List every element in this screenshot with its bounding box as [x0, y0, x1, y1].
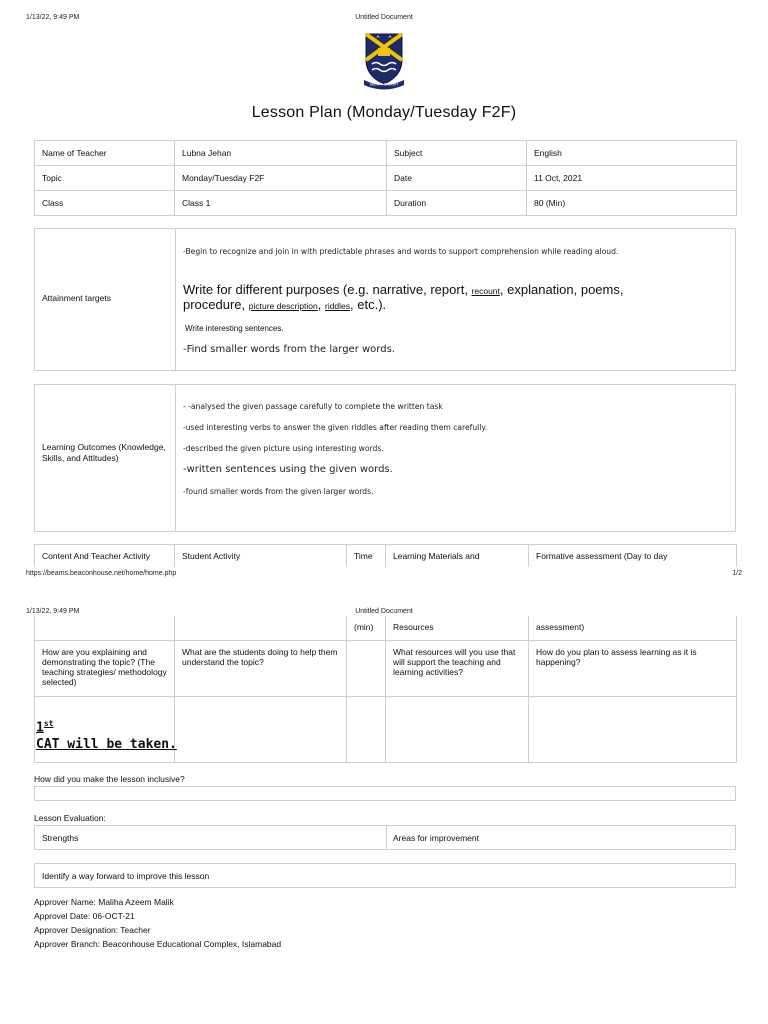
column-divider: [175, 229, 176, 370]
learning-outcomes-box: [34, 384, 736, 532]
evaluation-box: [34, 825, 736, 850]
outcome-item: -found smaller words from the given larger words.: [183, 487, 374, 496]
lesson-plan-title: Lesson Plan (Monday/Tuesday F2F): [251, 104, 517, 121]
info-label: Date: [387, 166, 527, 191]
way-forward-box: [34, 863, 736, 888]
question-teaching-strategy: How are you explaining and demonstrating the topic? (The teaching strategies/ methodology selected): [35, 640, 175, 696]
document-title-header: Untitled Document: [355, 14, 413, 21]
page-number-footer: 1/2: [732, 570, 742, 577]
activity-col-materials: Learning Materials and: [386, 545, 529, 567]
attainment-targets-box: [34, 228, 736, 371]
question-resources: What resources will you use that will support the teaching and learning activities?: [386, 640, 529, 696]
approver-designation: Approver Designation: Teacher: [34, 925, 151, 935]
learning-outcomes-label: Learning Outcomes (Knowledge, Skills, and Attitudes): [42, 442, 166, 463]
strengths-label: Strengths: [42, 833, 79, 843]
approver-name: Approver Name: Maliha Azeem Malik: [34, 897, 174, 907]
outcome-item: - -analysed the given passage carefully to complete the written task: [183, 402, 443, 411]
outcome-item: -described the given picture using interesting words.: [183, 444, 384, 453]
print-date-header: 1/13/22, 9:49 PM: [26, 14, 80, 21]
info-label: Subject: [387, 141, 527, 166]
info-value: Class 1: [175, 191, 387, 216]
attainment-line-5: -Find smaller words from the larger words.: [183, 344, 395, 355]
empty-cell: [529, 696, 737, 762]
print-date-header: 1/13/22, 9:49 PM: [26, 608, 80, 615]
activity-col-student: Student Activity: [175, 545, 347, 567]
activity-col-time-unit: (min): [347, 616, 386, 640]
info-value: English: [527, 141, 737, 166]
attainment-line-3: procedure, picture description, riddles, etc.).: [183, 297, 387, 312]
info-value: Monday/Tuesday F2F: [175, 166, 387, 191]
attainment-line-1: -Begin to recognize and join in with predictable phrases and words to support comprehension while reading aloud.: [183, 247, 619, 256]
empty-cell: [347, 696, 386, 762]
outcome-item: -written sentences using the given words.: [183, 464, 393, 475]
attainment-line-4: Write interesting sentences.: [185, 324, 284, 333]
info-row-teacher: [35, 141, 737, 166]
activity-col-content: Content And Teacher Activity: [35, 545, 175, 567]
school-crest-logo: [362, 30, 406, 90]
picture-description-text: picture description: [248, 301, 318, 311]
info-label: Duration: [387, 191, 527, 216]
outcome-item: -used interesting verbs to answer the given riddles after reading them carefully.: [183, 423, 488, 432]
column-divider: [175, 385, 176, 531]
empty-cell: [175, 616, 347, 640]
page-url-footer[interactable]: https://beams.beaconhouse.net/home/home.php: [26, 570, 177, 577]
empty-cell: [175, 696, 347, 762]
activity-questions-row: [35, 640, 737, 696]
question-assessment: How do you plan to assess learning as it is happening?: [529, 640, 737, 696]
inclusive-answer-box: [34, 786, 736, 801]
activity-col-assessment: Formative assessment (Day to day: [529, 545, 737, 567]
approver-date: Approvel Date: 06-OCT-21: [34, 911, 135, 921]
activity-col-assessment-cont: assessment): [529, 616, 737, 640]
info-label: Class: [35, 191, 175, 216]
riddles-text: riddles: [324, 301, 351, 311]
recount-link-text: recount: [471, 286, 500, 296]
document-title-header: Untitled Document: [355, 608, 413, 615]
info-value: 80 (Min): [527, 191, 737, 216]
info-label: Topic: [35, 166, 175, 191]
activity-col-resources: Resources: [386, 616, 529, 640]
question-student-activity: What are the students doing to help them understand the topic?: [175, 640, 347, 696]
info-row-topic: [35, 166, 737, 191]
approver-branch: Approver Branch: Beaconhouse Educational Complex, Islamabad: [34, 939, 282, 949]
activity-col-time: Time: [347, 545, 386, 567]
lesson-evaluation-label: Lesson Evaluation:: [34, 813, 106, 823]
attainment-line-2: Write for different purposes (e.g. narrative, report, recount, explanation, poems,: [183, 282, 624, 297]
column-divider: [386, 826, 387, 849]
attainment-targets-label: Attainment targets: [42, 293, 111, 303]
info-value: 11 Oct, 2021: [527, 166, 737, 191]
empty-cell: [35, 616, 175, 640]
cat-note: 1st CAT will be taken.: [36, 719, 177, 753]
empty-cell: [386, 696, 529, 762]
info-value: Lubna Jehan: [175, 141, 387, 166]
info-label: Name of Teacher: [35, 141, 175, 166]
activity-header-table: [34, 544, 737, 567]
inclusive-question: How did you make the lesson inclusive?: [34, 774, 185, 784]
areas-for-improvement-label: Areas for improvement: [393, 833, 479, 843]
activity-header-continued: [35, 616, 737, 640]
empty-cell: [347, 640, 386, 696]
way-forward-label: Identify a way forward to improve this lesson: [42, 871, 210, 881]
lesson-info-table: [34, 140, 737, 216]
crest-motto: SEEK THE LIGHT: [369, 82, 399, 87]
info-row-class: [35, 191, 737, 216]
